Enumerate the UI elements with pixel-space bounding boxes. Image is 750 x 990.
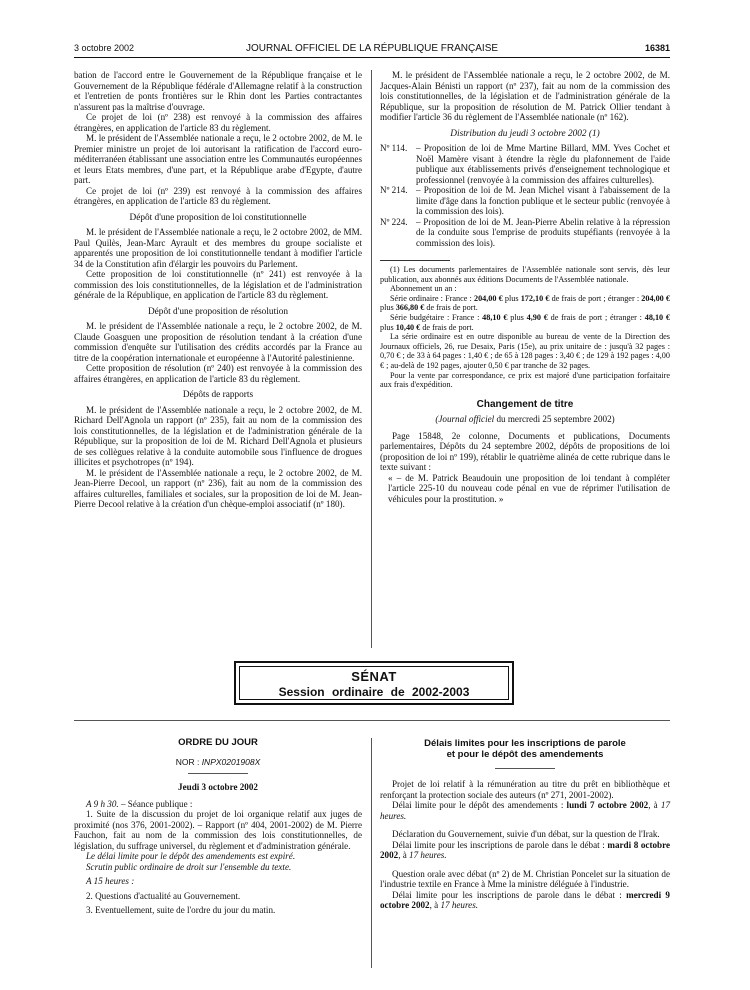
page-header: [74, 43, 670, 57]
column-divider: [371, 70, 372, 648]
paragraph: Page 15848, 2e colonne, Documents et publications, Documents parlementaires, Dépôts du 24 septembre 2002, dépôts de propositions de loi (proposition de loi nº 199), rétablir le quatrième alinéa de cette rubrique dans le texte suivant :: [380, 430, 670, 473]
agenda-item: 1. Suite de la discussion du projet de loi organique relatif aux juges de proximité (nos 376, 2001-2002). – Rapport (nº 404, 2001-2002) de M. Pierre Fauchon, fait au nom de la commission des lois constitutionnelles, de législation, du suffrage universel, du règlement et d'administration générale.: [74, 809, 362, 851]
agenda-item: 3. Eventuellement, suite de l'ordre du jour du matin.: [86, 905, 276, 915]
changement-subtitle: (Journal officiel du mercredi 25 septembre 2002): [435, 414, 615, 425]
agenda-item: 2. Questions d'actualité au Gouvernement.: [86, 890, 241, 901]
left-column-top: [74, 70, 362, 510]
paragraph: M. le président de l'Assemblée nationale a reçu, le 2 octobre 2002, de M. le Premier ministre un projet de loi autorisant la ratification de l'accord euro-méditerranéen établissant une association entre les Communautés européennes et leurs Etats membres, d'une part, et la République arabe d'Egypte, d'autre part.: [74, 133, 362, 185]
list-item: Nº 224. – Proposition de loi de M. Jean-Pierre Abelin relative à la répression de la conduite sous l'emprise de produits stupéfiants (renvoyée à la commission des lois).: [380, 216, 670, 248]
paragraph: Cette proposition de loi constitutionnelle (nº 241) est renvoyée à la commission des lois constitutionnelles, de la législation et de l'administration générale de la République, en application de l'article 83 du règlement.: [74, 269, 362, 300]
paragraph: M. le président de l'Assemblée nationale a reçu, le 2 octobre 2002, de M. Jacques-Alain Bénisti un rapport (nº 237), fait au nom de la commission des lois constitutionnelles, de la législation et de l'administration générale de la République, sur la proposition de résolution de M. Patrick Ollier tendant à modifier l'article 36 du règlement de l'Assemblée nationale (nº 162).: [380, 70, 670, 122]
paragraph: bation de l'accord entre le Gouvernement de la République française et le Gouvernement de la République fédérale d'Allemagne relatif à la construction et l'entretien de ponts frontières sur le Rhin dont les Parties contractantes n'assurent pas la maîtrise d'ouvrage.: [74, 70, 362, 112]
header-page-number: 16381: [644, 43, 670, 53]
section-heading: Dépôt d'une proposition de résolution: [147, 306, 289, 317]
paragraph: Ce projet de loi (nº 239) est renvoyé à la commission des affaires étrangères, en application de l'article 83 du règlement.: [74, 185, 362, 206]
header-journal-title: JOURNAL OFFICIEL DE LA RÉPUBLIQUE FRANÇAISE: [245, 43, 499, 54]
day-heading: Jeudi 3 octobre 2002: [178, 782, 258, 792]
footnote-rule: [380, 260, 450, 261]
changement-title: Changement de titre: [476, 398, 574, 410]
header-rule: [74, 57, 670, 58]
senat-subtitle: Session ordinaire de 2002-2003: [278, 685, 470, 699]
section-heading: Dépôts de rapports: [182, 390, 254, 400]
list-item: Nº 114. – Proposition de loi de Mme Martine Billard, MM. Yves Cochet et Noël Mamère visant à étendre la règle du plafonnement de l'aide publique aux établissements privés d'enseignement technologique et professionnel (renvoyée à la commission des affaires culturelles).: [380, 143, 670, 185]
senat-title: SÉNAT: [351, 669, 397, 684]
footnote: (1) Les documents parlementaires de l'Assemblée nationale sont servis, dès leur publication, aux abonnés aux éditions Documents de l'Assemblée nationale. Abonnement un an : Série ordinaire : France : 204,00 € plus 172,10 € de frais de port ; étranger : 204,00 € plus 366,80 € de frais de port. Série budgétaire : France : 48,10 € plus 4,90 € de frais de port ; étranger : 48,10 € plus 10,40 € de frais de port. La série ordinaire est en outre disponible au bureau de vente de la Direction des Journaux officiels, 26, rue Desaix, Paris (15e), au prix unitaire de : jusqu'à 32 pages : 0,70 € ; de 33 à 64 pages : 1,40 € ; de 65 à 128 pages : 3,40 € ; de 129 à 192 pages : 4,00 € ; au-delà de 192 pages, ajouter 0,50 € par tranche de 32 pages. Pour la vente par correspondance, ce prix est majoré d'une participation forfaitaire aux frais d'expédition.: [380, 265, 671, 390]
header-date: 3 octobre 2002: [74, 43, 135, 53]
paragraph: M. le président de l'Assemblée nationale a reçu, le 2 octobre 2002, de M. Richard Dell'Agnola un rapport (nº 235), fait au nom de la commission des lois constitutionnelles, de la législation et de l'administration générale de la République, sur la proposition de loi de M. Richard Dell'Agnola et plusieurs de ses collègues relative à la conduite automobile sous l'influence de drogues illicites et psychotropes (nº 194).: [74, 404, 362, 467]
section-heading: Dépôt d'une proposition de loi constitutionnelle: [129, 212, 307, 223]
senat-banner: [234, 661, 514, 705]
paragraph: M. le président de l'Assemblée nationale a reçu, le 2 octobre 2002, de M. Claude Goasguen une proposition de résolution tendant à la création d'une commission d'enquête sur l'utilisation des crédits accordés par la France au titre de la coopération internationale et européenne à l'Autorité palestinienne.: [74, 321, 362, 363]
delais-title: Délais limites pour les inscriptions de parole et pour le dépôt des amendements: [424, 738, 626, 760]
ordre-title: ORDRE DU JOUR: [178, 737, 258, 748]
right-column-top: [380, 70, 670, 504]
section-rule: [74, 720, 670, 721]
quote: « – de M. Patrick Beaudouin une proposition de loi tendant à compléter l'article 225-10 du nouveau code pénal en vue de réprimer l'utilisation de véhicules pour la prostitution. »: [388, 472, 670, 504]
delais-column: Délais limites pour les inscriptions de parole et pour le dépôt des amendements Projet de loi relatif à la rémunération au titre du prêt en bibliothèque et renforçant la protection sociale des auteurs (nº 271, 2001-2002). Délai limite pour le dépôt des amendements : lundi 7 octobre 2002, à 17 heures. Déclaration du Gouvernement, suivie d'un débat, sur la question de l'Irak. Délai limite pour les inscriptions de parole dans le débat : mardi 8 octobre 2002, à 17 heures. Question orale avec débat (nº 2) de M. Christian Poncelet sur la situation de l'industrie textile en France à Mme la ministre déléguée à l'industrie. Délai limite pour les inscriptions de parole dans le débat : mercredi 9 octobre 2002, à 17 heures.: [380, 738, 671, 910]
paragraph: M. le président de l'Assemblée nationale a reçu, le 2 octobre 2002, de M. Jean-Pierre Decool, un rapport (nº 236), fait au nom de la commission des affaires culturelles, familiales et sociales, sur la proposition de loi de M. Jean-Pierre Decool relative à la création d'un chèque-emploi associatif (nº 180).: [74, 467, 362, 509]
nor-code: NOR : INPX0201908X: [175, 756, 261, 767]
column-divider: [371, 738, 372, 968]
paragraph: Ce projet de loi (nº 238) est renvoyé à la commission des affaires étrangères, en application de l'article 83 du règlement.: [74, 112, 362, 133]
list-item: Nº 214. – Proposition de loi de M. Jean Michel visant à l'abaissement de la limite d'âge dans la fonction publique et le secteur public (renvoyée à la commission des lois).: [380, 185, 670, 216]
section-heading: Distribution du jeudi 3 octobre 2002 (1): [450, 128, 600, 139]
paragraph: M. le président de l'Assemblée nationale a reçu, le 2 octobre 2002, de MM. Paul Quilès, Jean-Marc Ayrault et des membres du groupe socialiste et apparentés une proposition de loi constitutionnelle tendant à modifier l'article 34 de la Constitution afin d'élargir les pouvoirs du Parlement.: [74, 227, 362, 269]
ordre-du-jour-column: ORDRE DU JOUR NOR : INPX0201908X Jeudi 3 octobre 2002 A 9 h 30. – Séance publique : 1. Suite de la discussion du projet de loi organique relatif aux juges de proximité (nos 376, 2001-2002). – Rapport (nº 404, 2001-2002) de M. Pierre Fauchon, fait au nom de la commission des lois constitutionnelles, de législation, du suffrage universel, du règlement et d'administration générale. Le délai limite pour le dépôt des amendements est expiré. Scrutin public ordinaire de droit sur l'ensemble du texte. A 15 heures : 2. Questions d'actualité au Gouvernement. 3. Eventuellement, suite de l'ordre du jour du matin.: [74, 737, 362, 915]
paragraph: Cette proposition de résolution (nº 240) est renvoyée à la commission des affaires étrangères, en application de l'article 83 du règlement.: [74, 363, 362, 384]
